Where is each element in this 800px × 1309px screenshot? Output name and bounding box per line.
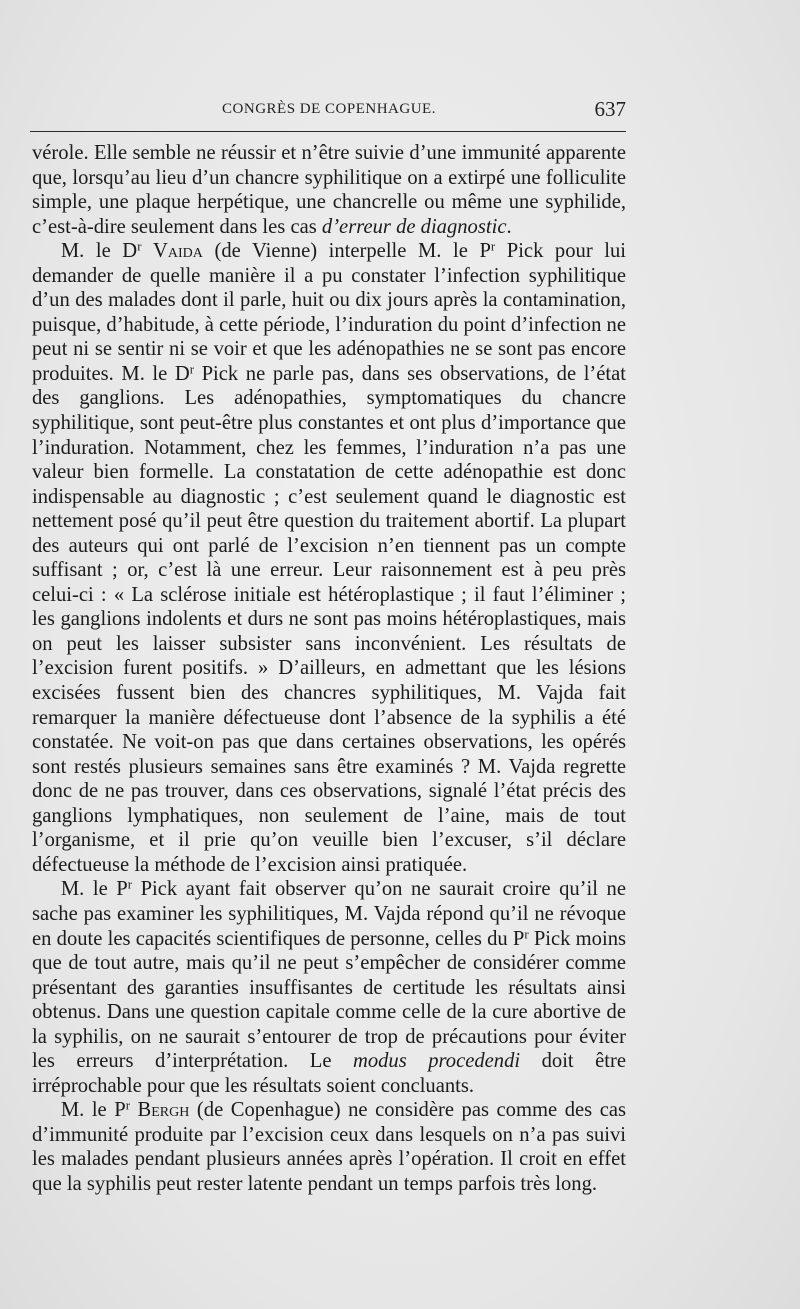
speaker-name: Vaida — [153, 240, 203, 263]
text-run: M. le P — [60, 1099, 126, 1122]
text-run: Pick ayant fait observer qu’on ne saurait croire qu’il ne sache pas examiner les syphilitiques, M. Vajda répond qu’il ne révoque en doute les capacités scientifiques de personne, celles du P — [32, 878, 626, 950]
text-run: M. le D — [60, 240, 138, 263]
text-run — [141, 240, 153, 262]
header-rule — [30, 131, 626, 132]
text-run: (de Vienne) interpelle M. le P — [202, 240, 491, 263]
text-run: (de Copenhague) ne considère pas comme des cas d’immunité produite par l’excision ceux dans lesquels on n’a pas suivi les malades pendant plusieurs années après l’opération. Il croit en effet que la syphilis peut rester latente pendant un temps parfois très long. — [32, 1099, 626, 1195]
superscript: r — [524, 927, 529, 942]
paragraph — [32, 141, 626, 239]
paragraph — [32, 877, 626, 1098]
text-run: Pick ne parle pas, dans ses observations, de l’état des ganglions. Les adénopathies, symptomatiques du chancre syphilitique, sont peut-être plus constantes et ont plus d’importance que l’induration. Notamment, chez les femmes, l’induration n’a pas une valeur bien formelle. La constatation de cette adénopathie est donc indispensable au diagnostic ; c’est seulement quand le diagnostic est nettement posé qu’il peut être question du traitement abortif. La plupart des auteurs qui ont parlé de l’excision n’en tiennent pas un compte suffisant ; or, c’est là une erreur. Leur raisonnement est à peu près celui-ci : « La sclérose initiale est hétéroplastique ; il faut l’éliminer ; les ganglions indolents et durs ne sont pas moins hétéroplastiques, mais on peut les laisser subsister sans inconvénient. Les résultats de l’excision furent positifs. » D’ailleurs, en admettant que les lésions excisées fussent bien des chancres syphilitiques, M. Vajda fait remarquer la manière défectueuse dont l’absence de la syphilis a été constatée. Ne voit-on pas que dans certaines observations, les opérés sont restés plusieurs semaines sans être examinés ? M. Vajda regrette donc de ne pas trouver, dans ces observations, signalé l’état précis des ganglions lymphatiques, non seulement de l’aine, mais de tout l’organisme, et il prie qu’on veuille bien l’excuser, s’il déclare défectueuse la méthode de l’excision ainsi pratiquée. — [32, 362, 626, 876]
italic-text: modus procedendi — [352, 1050, 521, 1073]
text-run — [130, 1099, 138, 1121]
text-run: . — [506, 215, 512, 238]
superscript: r — [125, 1098, 130, 1113]
body-text — [32, 141, 626, 1197]
superscript: r — [137, 239, 142, 254]
page-header — [32, 97, 626, 125]
text-run: M. le P — [60, 878, 128, 901]
paragraph — [32, 239, 626, 877]
text-run: doit être irréprochable pour que les résultats soient concluants. — [32, 1050, 627, 1097]
text-run: Pick moins que de tout autre, mais qu’il ne peut s’empêcher de considérer comme présentant des garanties insuffisantes de certitude les résultats ainsi obtenus. Dans une question capitale comme celle de la cure abortive de la syphilis, on ne saurait s’entourer de trop de précautions pour éviter les erreurs d’interprétation. Le — [32, 927, 627, 1073]
superscript: r — [490, 239, 496, 254]
speaker-name: Bergh — [137, 1099, 190, 1122]
superscript: r — [127, 878, 133, 893]
running-title: CONGRÈS DE COPENHAGUE. — [222, 101, 436, 117]
italic-text: d’erreur de diagnostic — [321, 215, 507, 238]
paragraph — [32, 1098, 626, 1196]
superscript: r — [189, 362, 195, 377]
text-run: Pick pour lui demander de quelle manière il a pu constater l’infection syphilitique d’un des malades dont il parle, huit ou dix jours après la contamination, puisque, d’habitude, à cette période, l’induration du point d’infection ne peut ni se sentir ni se voir et que les adénopathies ne se sont pas encore produites. M. le D — [32, 240, 626, 385]
text-run: vérole. Elle semble ne réussir et n’être suivie d’une immunité apparente que, lorsqu’au lieu d’un chancre syphilitique on a extirpé une folliculite simple, une plaque herpétique, une chancrelle ou même une syphilide, c’est-à-dire seulement dans les cas — [32, 142, 626, 238]
page-number: 637 — [594, 97, 626, 121]
